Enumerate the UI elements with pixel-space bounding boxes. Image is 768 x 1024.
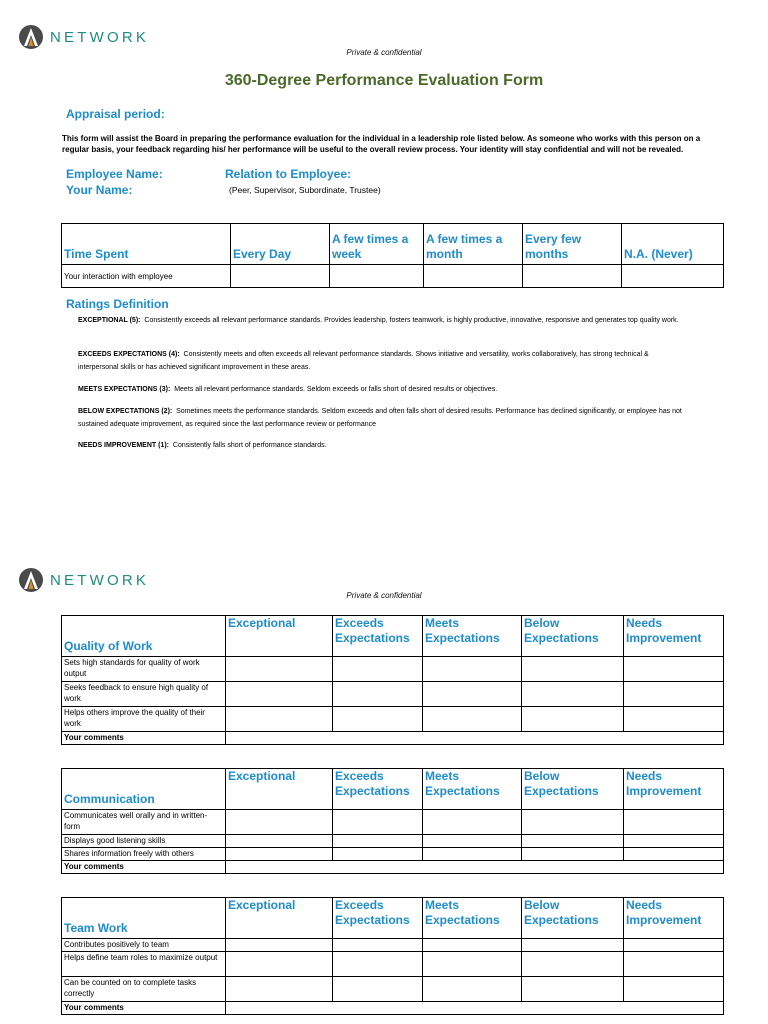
col-exceptional: Exceptional — [226, 616, 333, 657]
col-meets: Meets Expectations — [423, 898, 522, 939]
rating-cell[interactable] — [226, 657, 333, 682]
rating-def-exceeds — [78, 348, 690, 374]
network-logo — [18, 24, 149, 50]
rating-cell[interactable] — [226, 682, 333, 707]
col-exceeds: Exceeds Expectations — [333, 898, 423, 939]
rating-text: Consistently falls short of performance standards. — [172, 442, 327, 449]
criterion-label: Displays good listening skills — [62, 835, 226, 848]
cell-every-day[interactable] — [231, 265, 330, 288]
rating-cell[interactable] — [423, 939, 522, 952]
criterion-label: Helps define team roles to maximize output — [62, 952, 226, 977]
rating-cell[interactable] — [423, 848, 522, 861]
criterion-label: Shares information freely with others — [62, 848, 226, 861]
rating-cell[interactable] — [226, 848, 333, 861]
private-label: Private & confidential — [346, 591, 422, 600]
rating-cell[interactable] — [226, 707, 333, 732]
every-day-header: Every Day — [231, 224, 330, 265]
rating-cell[interactable] — [624, 657, 724, 682]
page-title: 360-Degree Performance Evaluation Form — [224, 72, 544, 89]
cell-few-times-week[interactable] — [330, 265, 424, 288]
rating-cell[interactable] — [226, 835, 333, 848]
network-logo — [18, 567, 149, 593]
section-table-quality-of-work — [61, 615, 724, 745]
comments-input[interactable] — [226, 861, 724, 874]
section-title: Quality of Work — [62, 616, 226, 657]
rating-cell[interactable] — [522, 682, 624, 707]
rating-cell[interactable] — [333, 848, 423, 861]
col-below: Below Expectations — [522, 616, 624, 657]
rating-cell[interactable] — [423, 657, 522, 682]
criterion-label: Helps others improve the quality of their work — [62, 707, 226, 732]
rating-cell[interactable] — [423, 977, 522, 1002]
rating-cell[interactable] — [624, 977, 724, 1002]
rating-cell[interactable] — [522, 810, 624, 835]
rating-cell[interactable] — [423, 682, 522, 707]
col-exceeds: Exceeds Expectations — [333, 769, 423, 810]
rating-def-exceptional — [78, 314, 690, 327]
private-label: Private & confidential — [346, 48, 422, 57]
rating-cell[interactable] — [522, 707, 624, 732]
section-table-team-work — [61, 897, 724, 1015]
rating-cell[interactable] — [624, 810, 724, 835]
section-title: Communication — [62, 769, 226, 810]
rating-cell[interactable] — [624, 939, 724, 952]
rating-cell[interactable] — [423, 952, 522, 977]
rating-cell[interactable] — [624, 952, 724, 977]
time-spent-table — [61, 223, 724, 288]
brand-name: NETWORK — [50, 571, 150, 589]
rating-cell[interactable] — [522, 977, 624, 1002]
rating-def-meets — [78, 383, 690, 396]
rating-term: MEETS EXPECTATIONS (3): — [78, 386, 171, 393]
relation-label: Relation to Employee: — [225, 167, 352, 181]
rating-cell[interactable] — [522, 848, 624, 861]
rating-term: EXCEPTIONAL (5): — [78, 317, 141, 324]
rating-cell[interactable] — [333, 810, 423, 835]
col-below: Below Expectations — [522, 769, 624, 810]
rating-cell[interactable] — [333, 939, 423, 952]
few-times-month-header: A few times a month — [424, 224, 523, 265]
rating-cell[interactable] — [423, 810, 522, 835]
rating-term: NEEDS IMPROVEMENT (1): — [78, 442, 170, 449]
rating-text: Meets all relevant performance standards. Seldom exceeds or falls short of desired results or objectives. — [174, 386, 498, 393]
rating-cell[interactable] — [226, 952, 333, 977]
cell-every-few-months[interactable] — [523, 265, 622, 288]
rating-cell[interactable] — [522, 939, 624, 952]
col-needs-improvement: Needs Improvement — [624, 616, 724, 657]
rating-cell[interactable] — [226, 977, 333, 1002]
comments-input[interactable] — [226, 1002, 724, 1015]
rating-cell[interactable] — [522, 952, 624, 977]
criterion-label: Can be counted on to complete tasks correctly — [62, 977, 226, 1002]
col-exceptional: Exceptional — [226, 769, 333, 810]
rating-cell[interactable] — [226, 810, 333, 835]
rating-text: Sometimes meets the performance standards. Seldom exceeds and often falls short of desired results. Performance has declined significantly, or employee has not sustained adequate improvement, as required since the last performance review or performance — [78, 408, 682, 428]
rating-cell[interactable] — [333, 952, 423, 977]
rating-cell[interactable] — [333, 657, 423, 682]
rating-def-needs-improvement — [78, 439, 690, 452]
your-name-label: Your Name: — [66, 183, 133, 197]
rating-cell[interactable] — [624, 682, 724, 707]
col-exceeds: Exceeds Expectations — [333, 616, 423, 657]
network-logo-icon — [18, 24, 44, 50]
rating-term: BELOW EXPECTATIONS (2): — [78, 408, 173, 415]
rating-cell[interactable] — [624, 707, 724, 732]
rating-cell[interactable] — [226, 939, 333, 952]
employee-name-label: Employee Name: — [66, 167, 163, 181]
section-table-communication — [61, 768, 724, 874]
rating-term: EXCEEDS EXPECTATIONS (4): — [78, 351, 180, 358]
intro-text: This form will assist the Board in preparing the performance evaluation for the individual in a leadership role listed below. As someone who works with this person on a regular basis, your feedback regarding his/ her performance will be useful to the overall review process. Your identity will stay confidential and will not be revealed. — [62, 134, 701, 154]
rating-def-below — [78, 405, 690, 431]
rating-cell[interactable] — [333, 682, 423, 707]
appraisal-period-label: Appraisal period: — [66, 107, 165, 121]
criterion-label: Seeks feedback to ensure high quality of work — [62, 682, 226, 707]
comments-label: Your comments — [62, 861, 226, 874]
rating-text: Consistently exceeds all relevant performance standards. Provides leadership, fosters teamwork, is highly productive, innovative, responsive and generates top quality work. — [144, 317, 679, 324]
cell-never[interactable] — [622, 265, 724, 288]
col-meets: Meets Expectations — [423, 616, 522, 657]
comments-input[interactable] — [226, 732, 724, 745]
criterion-label: Communicates well orally and in written-form — [62, 810, 226, 835]
few-times-week-header: A few times a week — [330, 224, 424, 265]
col-below: Below Expectations — [522, 898, 624, 939]
criterion-label: Contributes positively to team — [62, 939, 226, 952]
section-title: Team Work — [62, 898, 226, 939]
rating-cell[interactable] — [624, 848, 724, 861]
never-header: N.A. (Never) — [622, 224, 724, 265]
rating-cell[interactable] — [624, 835, 724, 848]
col-needs-improvement: Needs Improvement — [624, 898, 724, 939]
comments-label: Your comments — [62, 732, 226, 745]
col-meets: Meets Expectations — [423, 769, 522, 810]
rating-text: Consistently meets and often exceeds all relevant performance standards. Shows initiative and versatility, works collaboratively, has strong technical & interpersonal skills or has achieved significant improvement in these areas. — [78, 351, 649, 371]
col-exceptional: Exceptional — [226, 898, 333, 939]
rating-cell[interactable] — [333, 707, 423, 732]
rating-cell[interactable] — [423, 707, 522, 732]
every-few-months-header: Every few months — [523, 224, 622, 265]
criterion-label: Sets high standards for quality of work output — [62, 657, 226, 682]
rating-cell[interactable] — [522, 835, 624, 848]
rating-cell[interactable] — [423, 835, 522, 848]
comments-label: Your comments — [62, 1002, 226, 1015]
network-logo-icon — [18, 567, 44, 593]
ratings-definition-title: Ratings Definition — [66, 297, 169, 311]
interaction-row-label: Your interaction with employee — [62, 265, 231, 288]
rating-cell[interactable] — [333, 835, 423, 848]
cell-few-times-month[interactable] — [424, 265, 523, 288]
rating-cell[interactable] — [522, 657, 624, 682]
col-needs-improvement: Needs Improvement — [624, 769, 724, 810]
time-spent-header: Time Spent — [62, 224, 231, 265]
relation-options: (Peer, Supervisor, Subordinate, Trustee) — [229, 185, 381, 195]
rating-cell[interactable] — [333, 977, 423, 1002]
brand-name: NETWORK — [50, 28, 150, 46]
